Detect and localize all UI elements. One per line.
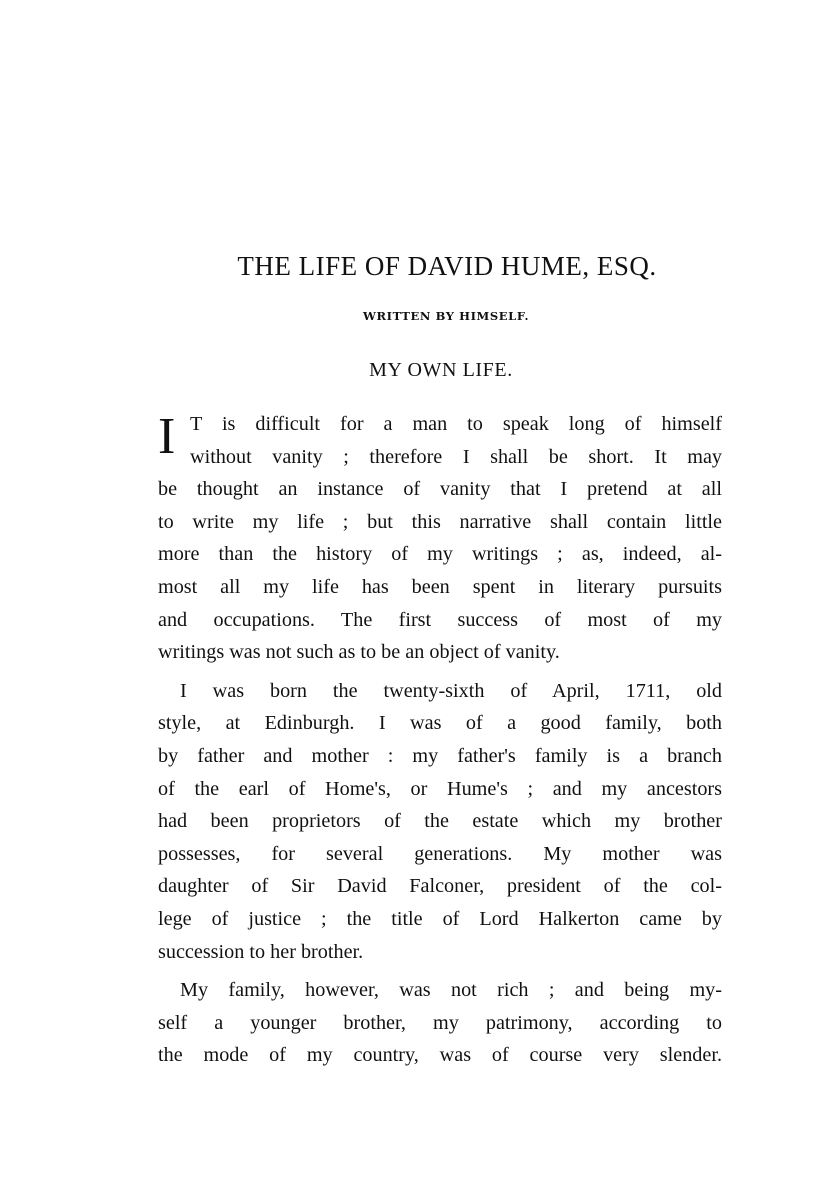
text-line: had been proprietors of the estate which my brother xyxy=(158,810,722,833)
text-line: succession to her brother. xyxy=(158,940,364,963)
text-line: T is difficult for a man to speak long of himself xyxy=(190,413,722,435)
text-line: writings was not such as to be an object of vanity. xyxy=(158,641,560,664)
page-title: THE LIFE OF DAVID HUME, ESQ. xyxy=(237,251,657,281)
text-line: style, at Edinburgh. I was of a good family, both xyxy=(158,712,722,735)
text-line: lege of justice ; the title of Lord Halkerton came by xyxy=(158,907,722,930)
paragraph-3 xyxy=(158,974,722,1072)
text-line: to write my life ; but this narrative shall contain little xyxy=(158,510,722,533)
paragraph-2 xyxy=(158,675,722,968)
text-line: possesses, for several generations. My mother was xyxy=(158,842,722,865)
paragraph-1 xyxy=(158,408,722,669)
text-line: My family, however, was not rich ; and being my- xyxy=(180,979,722,1002)
text-line: and occupations. The first success of most of my xyxy=(158,608,722,631)
text-line: the mode of my country, was of course very slender. xyxy=(158,1044,722,1067)
text-line: without vanity ; therefore I shall be short. It may xyxy=(190,445,722,468)
text-line: by father and mother : my father's family is a branch xyxy=(158,744,722,767)
page-subtitle: WRITTEN BY HIMSELF. xyxy=(362,309,530,323)
text-line: more than the history of my writings ; as, indeed, al- xyxy=(158,543,722,566)
drop-cap: I xyxy=(158,408,176,465)
text-line: of the earl of Home's, or Hume's ; and my ancestors xyxy=(158,777,722,800)
book-page xyxy=(158,246,722,1072)
text-line: be thought an instance of vanity that I pretend at all xyxy=(158,478,722,501)
text-line: I was born the twenty-sixth of April, 1711, old xyxy=(180,679,722,702)
text-line: self a younger brother, my patrimony, according to xyxy=(158,1011,722,1034)
text-line: most all my life has been spent in literary pursuits xyxy=(158,575,722,598)
section-heading: MY OWN LIFE. xyxy=(369,359,513,381)
text-line: daughter of Sir David Falconer, president of the col- xyxy=(158,875,722,898)
